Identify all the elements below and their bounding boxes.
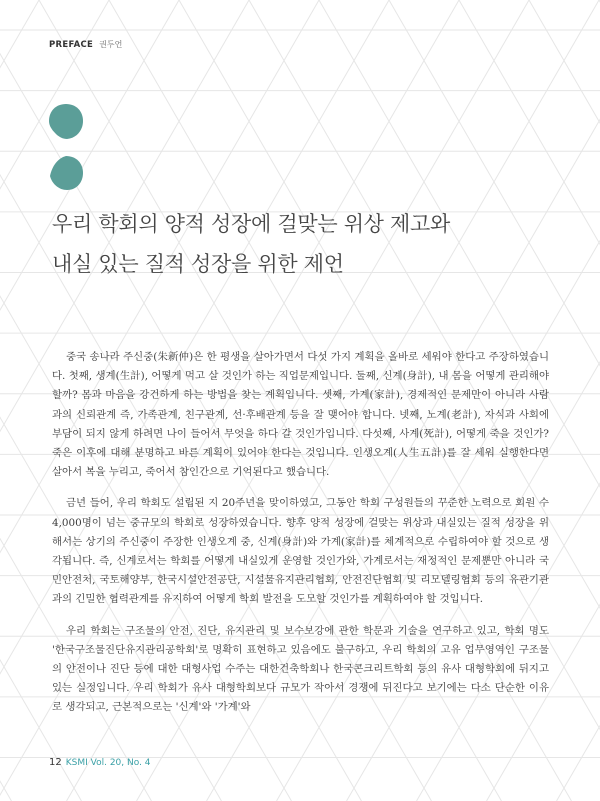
body-paragraph-2: 금년 들어, 우리 학회도 설립된 지 20주년을 맞이하였고, 그동안 학회 구성원들의 꾸준한 노력으로 회원 수 4,000명이 넘는 중규모의 학회로 성장하였습니다. 향후 양적 성장에 걸맞는 위상과 내실있는 질적 성장을 위해서는 상기의 주신중이 주장한 인생오계 중, 신계(身計)와 가계(家計)를 체계적으로 수립하여야 할 것으로 생각됩니다. 즉, 신계로서는 학회를 어떻게 내실있게 운영할 것인가와, 가계로서는 재정적인 문제뿐만 아니라 국민안전처, 국토해양부, 한국시설안전공단, 시설물유지관리협회, 안전진단협회 및 리모델링협회 등의 유관기관과의 긴밀한 협력관계를 유지하여 어떻게 학회 발전을 도모할 것인가를 계획하여야 할 것입니다. xyxy=(52,497,549,606)
section-label: PREFACE xyxy=(49,40,94,50)
article-title xyxy=(52,204,572,284)
title-line-2: 내실 있는 질적 성장을 위한 제언 xyxy=(52,252,344,276)
page-footer xyxy=(49,757,151,768)
quote-comma-icon xyxy=(49,104,83,190)
page-header xyxy=(49,39,122,50)
section-subtitle: 권두언 xyxy=(99,40,123,49)
body-paragraph-3: 우리 학회는 구조물의 안전, 진단, 유지관리 및 보수보강에 관한 학문과 기술을 연구하고 있고, 학회 명도 '한국구조물진단유지관리공학회'로 명확히 표현하고 있음에도 불구하고, 우리 학회의 고유 업무영역인 구조물의 안전이나 진단 등에 대한 대형사업 수주는 대한건축학회나 한국콘크리트학회 등의 유사 대형학회에 뒤지고 있는 실정입니다. 우리 학회가 유사 대형학회보다 규모가 작아서 경쟁에 뒤진다고 보기에는 다소 단순한 이유로 생각되고, 근본적으로는 '신계'와 '가계'와 xyxy=(52,624,549,714)
title-line-1: 우리 학회의 양적 성장에 걸맞는 위상 제고와 xyxy=(52,212,450,236)
body-paragraph-1: 중국 송나라 주신중(朱新仲)은 한 평생을 살아가면서 다섯 가지 계획을 올바로 세워야 한다고 주장하였습니다. 첫째, 생계(生計), 어떻게 먹고 살 것인가 하는 직업문제입니다. 둘째, 신계(身計), 내 몸을 어떻게 관리해야 할까? 몸과 마음을 강건하게 하는 방법을 찾는 계획입니다. 셋째, 가계(家計), 경제적인 문제만이 아니라 사람과의 신뢰관계 즉, 가족관계, 친구관계, 선·후배관계 등을 잘 맺어야 합니다. 넷째, 노계(老計), 자식과 사회에 부담이 되지 않게 하려면 나이 들어서 무엇을 하다 갈 것인가입니다. 다섯째, 사계(死計), 어떻게 죽을 것인가? 죽은 이후에 대해 분명하고 바른 계획이 있어야 한다는 것입니다. 인생오계(人生五計)를 잘 세워 실행한다면 살아서 복을 누리고, 죽어서 참인간으로 기억된다고 했습니다. xyxy=(52,351,549,479)
page-number: 12 xyxy=(49,757,62,768)
article-body xyxy=(52,348,549,730)
journal-info: KSMI Vol. 20, No. 4 xyxy=(65,758,151,768)
